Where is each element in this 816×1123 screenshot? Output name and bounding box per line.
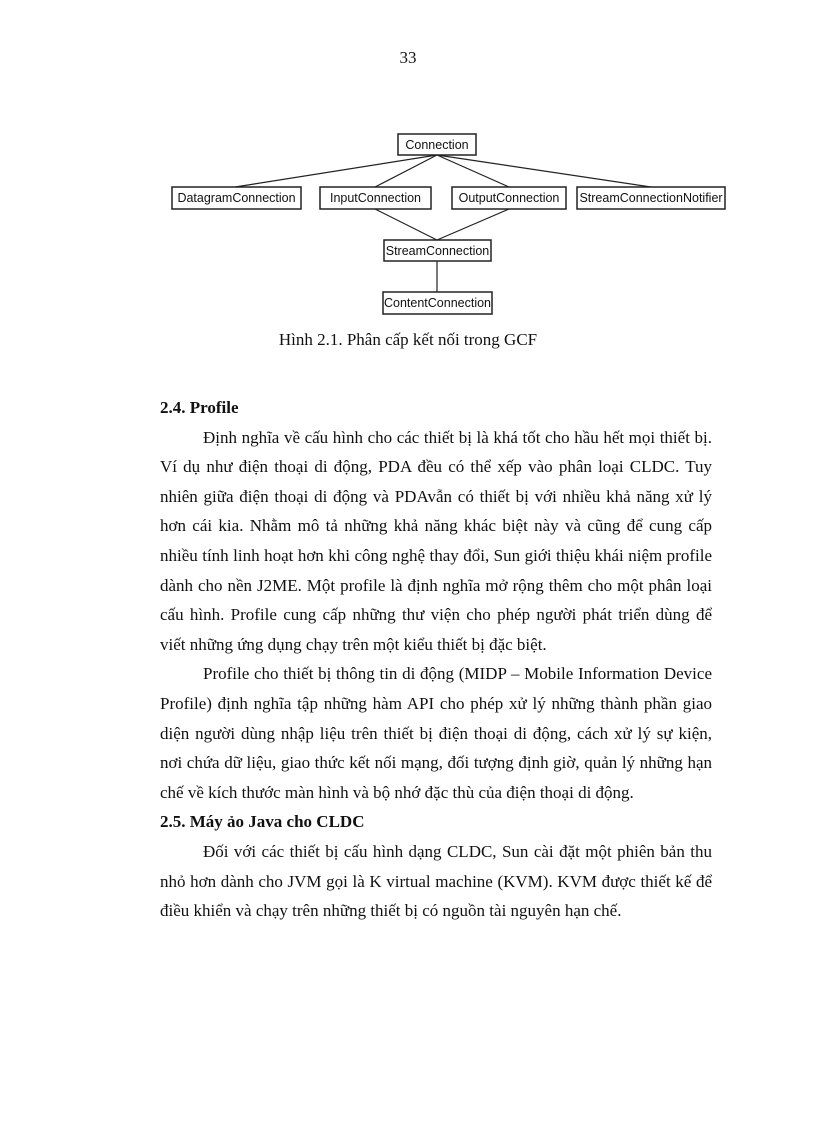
paragraph: Profile cho thiết bị thông tin di động (MIDP – Mobile Information Device Profile) định nghĩa tập những hàm API cho phép xử lý những thành phần giao diện người dùng nhập liệu trên thiết bị điện thoại di động, cách xử lý sự kiện, nơi chứa dữ liệu, giao thức kết nối mạng, đối tượng định giờ, quản lý những hạn chế về kích thước màn hình và bộ nhớ đặc thù của điện thoại di động. [160, 664, 712, 802]
node-stream-connection-notifier [577, 187, 725, 209]
node-datagram-connection-label: DatagramConnection [177, 191, 296, 205]
edge-input-stream [375, 209, 437, 240]
node-stream-connection [384, 240, 491, 261]
node-input-connection [320, 187, 431, 209]
edge-output-stream [437, 209, 509, 240]
node-input-connection-label: InputConnection [329, 191, 422, 205]
node-connection-label: Connection [405, 138, 469, 152]
node-stream-connection-label: StreamConnection [385, 244, 490, 258]
node-stream-connection-notifier-label: StreamConnectionNotifier [579, 191, 723, 205]
section-heading-kvm: 2.5. Máy ảo Java cho CLDC [160, 812, 365, 832]
node-content-connection-label: ContentConnection [383, 296, 492, 310]
node-content-connection [383, 292, 492, 314]
page-number: 33 [399, 48, 417, 67]
node-datagram-connection [172, 187, 301, 209]
section-heading-profile: 2.4. Profile [160, 398, 239, 417]
gcf-hierarchy-diagram [0, 0, 816, 330]
node-connection [398, 134, 476, 155]
diagram-edges [235, 155, 651, 292]
node-output-connection [452, 187, 566, 209]
body-content [160, 393, 712, 926]
paragraph: Đối với các thiết bị cấu hình dạng CLDC, Sun cài đặt một phiên bản thu nhỏ hơn dành cho JVM gọi là K virtual machine (KVM). KVM được thiết kế để điều khiển và chạy trên những thiết bị có nguồn tài nguyên hạn chế. [160, 841, 712, 921]
paragraph: Định nghĩa về cấu hình cho các thiết bị là khá tốt cho hầu hết mọi thiết bị. Ví dụ như điện thoại di động, PDA đều có thể xếp vào phân loại CLDC. Tuy nhiên giữa điện thoại di động và PDAvẫn có thiết bị với nhiều khả năng xử lý hơn cái kia. Nhằm mô tả những khả năng khác biệt này và cũng để cung cấp nhiều tính linh hoạt hơn khi công nghệ thay đổi, Sun giới thiệu khái niệm profile dành cho nền J2ME. Một profile là định nghĩa mở rộng thêm cho một phân loại cấu hình. Profile cung cấp những thư viện cho phép người phát triển dùng để viết những ứng dụng chạy trên một kiểu thiết bị đặc biệt. [160, 427, 712, 654]
node-output-connection-label: OutputConnection [458, 191, 560, 205]
figure-caption: Hình 2.1. Phân cấp kết nối trong GCF [278, 330, 538, 349]
edge-connection-notifier [437, 155, 651, 187]
